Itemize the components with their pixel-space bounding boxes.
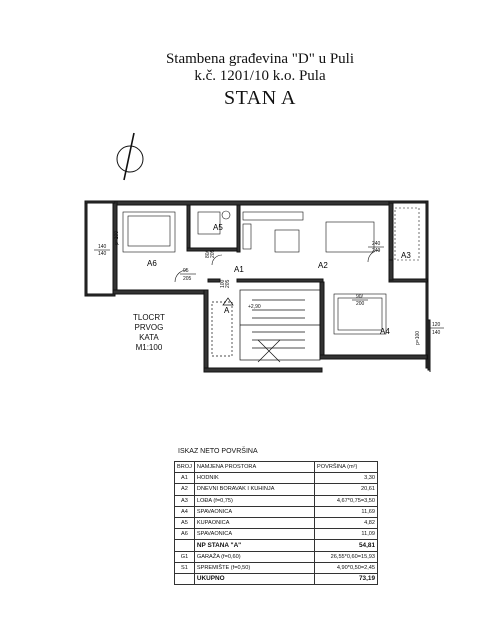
cell-area: 73,19 [315,573,378,584]
dim-200: 200 [356,301,365,307]
cell-name: DNEVNI BORAVAK I KUHINJA [194,484,314,495]
cell-name: UKUPNO [194,573,314,584]
cell-number: A5 [175,517,195,528]
cell-name: SPAVAONICA [194,506,314,517]
dim-140: 140 [98,251,107,257]
cell-number: A1 [175,473,195,484]
room-a3: A3 [401,251,411,260]
table-row [175,473,378,484]
staircase [212,290,320,362]
cell-area: 4,82 [315,517,378,528]
cell-name: SPREMIŠTE (f=0,50) [194,562,314,573]
table-caption: ISKAZ NETO POVRŠINA [178,448,258,455]
table-row [175,573,378,584]
cell-name: HODNIK [194,473,314,484]
dim-120: 120 [432,322,441,328]
cell-number: G1 [175,551,195,562]
cell-area: 20,61 [315,484,378,495]
room-a6: A6 [147,259,157,268]
cell-area: 26,55*0,60=15,93 [315,551,378,562]
cell-number [175,540,195,551]
table-row [175,551,378,562]
cell-area: 54,81 [315,540,378,551]
dim-100: 100 [220,279,226,288]
furniture [123,208,419,334]
cell-name: SPAVAONICA [194,529,314,540]
cell-area: 4,90*0,50=2,45 [315,562,378,573]
note-line: TLOCRT [133,313,165,322]
dim-205: 205 [183,276,192,282]
cell-number: A2 [175,484,195,495]
table-row [175,562,378,573]
table-row [175,540,378,551]
dim-240: 240 [372,241,381,247]
header-cell: BROJ [175,462,195,473]
table-row [175,517,378,528]
dim-p100: p=100 [415,330,421,345]
area-table [174,461,378,585]
note-line: M1:100 [135,343,163,352]
parcel-line: k.č. 1201/10 k.o. Pula [194,68,326,84]
room-a5: A5 [213,223,223,232]
room-a2: A2 [318,261,328,270]
plan-title-note [133,313,165,353]
north-arrow-icon [117,133,143,180]
cell-number: A3 [175,495,195,506]
dim-205: 205 [210,249,216,258]
apartment-title: STAN A [224,87,296,109]
note-line: PRVOG [134,323,164,332]
entry-arrow-icon [223,298,233,305]
cell-number: S1 [175,562,195,573]
table-row [175,506,378,517]
header-cell: POVRŠINA (m²) [315,462,378,473]
header-cell: NAMJENA PROSTORA [194,462,314,473]
dim-205: 205 [225,279,231,288]
note-line: KATA [139,333,159,342]
cell-number: A4 [175,506,195,517]
room-a4: A4 [380,327,390,336]
dim-240: 240 [372,248,381,254]
elevation-mark: +2,90 [248,304,261,310]
cell-name: KUPAONICA [194,517,314,528]
cell-name: NP STANA "A" [194,540,314,551]
cell-area: 4,67*0,75=3,50 [315,495,378,506]
dim-95: 95 [183,268,189,274]
cell-area: 3,30 [315,473,378,484]
entry-marker: A [224,306,230,315]
cell-name: GARAŽA (f=0,60) [194,551,314,562]
cell-area: 11,69 [315,506,378,517]
cell-number [175,573,195,584]
table-row [175,495,378,506]
dim-140: 140 [432,330,441,336]
table-row [175,484,378,495]
dim-90: 90/ [356,294,363,300]
table-row [175,529,378,540]
room-a1: A1 [234,265,244,274]
dim-p100: p=100 [114,230,120,245]
building-title: Stambena građevina "D" u Puli [165,51,355,67]
dim-140: 140 [98,244,107,250]
dim-80: 80/ [205,251,211,258]
table-header-row [175,462,378,473]
cell-area: 11,09 [315,529,378,540]
cell-name: LOĐA (f=0,75) [194,495,314,506]
cell-number: A6 [175,529,195,540]
